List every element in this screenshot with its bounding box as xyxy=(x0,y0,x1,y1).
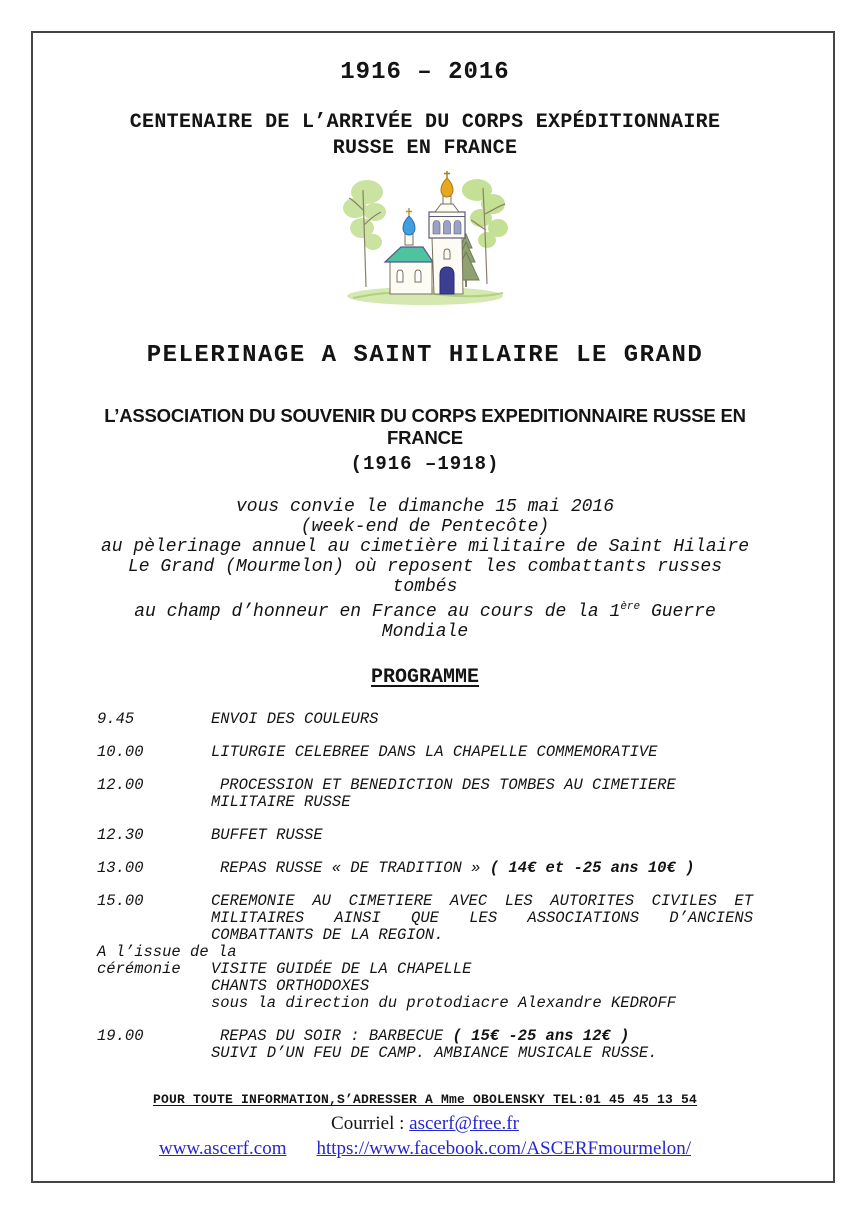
links-line xyxy=(97,1138,753,1160)
website-link[interactable]: www.ascerf.com xyxy=(158,1138,287,1159)
association-name: L’ASSOCIATION DU SOUVENIR DU CORPS EXPEDITIONNAIRE RUSSE EN FRANCE xyxy=(104,405,746,448)
programme-row xyxy=(97,711,753,728)
tower-window xyxy=(444,249,450,259)
illustration-container xyxy=(97,170,753,310)
centenary-line2: RUSSE EN FRANCE xyxy=(332,137,518,160)
programme-description: PROCESSION ET BENEDICTION DES TOMBES AU CIMETIERE MILITAIRE RUSSE xyxy=(211,776,676,811)
invitation-text xyxy=(97,497,753,642)
programme-list xyxy=(97,711,753,1062)
blue-dome xyxy=(403,216,415,235)
superscript-ere: ère xyxy=(620,601,641,613)
bell-tower xyxy=(429,171,465,294)
email-label: Courriel : xyxy=(331,1113,410,1134)
gold-dome xyxy=(441,178,453,197)
tower-door xyxy=(440,267,454,294)
programme-row xyxy=(97,944,753,1012)
programme-time: 10.00 xyxy=(97,743,144,761)
programme-time: 12.00 xyxy=(97,776,144,794)
chapel-illustration xyxy=(335,170,515,310)
price-text: ( 15€ -25 ans 12€ ) xyxy=(452,1027,630,1045)
programme-description: LITURGIE CELEBREE DANS LA CHAPELLE COMMEMORATIVE xyxy=(211,743,658,761)
invitation-line1: vous convie le dimanche 15 mai 2016 xyxy=(235,497,615,517)
invitation-line6: Mondiale xyxy=(381,622,469,642)
programme-row xyxy=(97,893,753,944)
left-tree xyxy=(343,180,386,287)
price-text: ( 14€ et -25 ans 10€ ) xyxy=(489,859,695,877)
programme-row xyxy=(97,827,753,844)
programme-row xyxy=(97,777,753,811)
centenary-title xyxy=(97,110,753,162)
gold-dome-cross xyxy=(444,171,450,178)
programme-row xyxy=(97,744,753,761)
document-page xyxy=(31,31,835,1183)
programme-time: 13.00 xyxy=(97,859,144,877)
programme-description: REPAS DU SOIR : BARBECUE ( 15€ -25 ans 12€ ) SUIVI D’UN FEU DE CAMP. AMBIANCE MUSICALE RUSSE. xyxy=(211,1027,658,1062)
facebook-link[interactable]: https://www.facebook.com/ASCERFmourmelon/ xyxy=(316,1138,692,1159)
blue-dome-cross xyxy=(406,208,412,216)
programme-description: ENVOI DES COULEURS xyxy=(211,710,379,728)
programme-description: BUFFET RUSSE xyxy=(211,826,323,844)
programme-time: 15.00 xyxy=(97,892,144,910)
centenary-line1: CENTENAIRE DE L’ARRIVÉE DU CORPS EXPÉDITIONNAIRE xyxy=(129,111,721,134)
programme-description: CEREMONIE AU CIMETIERE AVEC LES AUTORITES CIVILES ET MILITAIRES AINSI QUE LES ASSOCIATIONS D’ANCIENS COMBATTANTS DE LA REGION. xyxy=(211,892,753,944)
footer xyxy=(97,1092,753,1160)
email-line xyxy=(97,1113,753,1135)
programme-row xyxy=(97,860,753,877)
association-years: (1916 –1918) xyxy=(350,453,500,475)
programme-row xyxy=(97,1028,753,1062)
contact-info: POUR TOUTE INFORMATION,S’ADRESSER A Mme OBOLENSKY TEL:01 45 45 13 54 xyxy=(152,1092,698,1107)
years-title: 1916 – 2016 xyxy=(340,59,510,86)
programme-time: 19.00 xyxy=(97,1027,144,1045)
invitation-line2: (week-end de Pentecôte) xyxy=(300,517,550,537)
invitation-line5: au champ d’honneur en France au cours de la 1ère Guerre xyxy=(134,601,716,622)
chapel xyxy=(385,208,433,294)
programme-description: VISITE GUIDÉE DE LA CHAPELLE CHANTS ORTHODOXES sous la direction du protodiacre Alexandre KEDROFF xyxy=(211,960,677,1012)
programme-heading: PROGRAMME xyxy=(370,666,480,689)
programme-description: REPAS RUSSE « DE TRADITION » ( 14€ et -25 ans 10€ ) xyxy=(220,859,695,877)
invitation-line4: Le Grand (Mourmelon) où reposent les combattants russes tombés xyxy=(127,557,723,597)
email-link[interactable]: ascerf@free.fr xyxy=(409,1113,519,1134)
invitation-line3: au pèlerinage annuel au cimetière militaire de Saint Hilaire xyxy=(100,537,750,557)
programme-time: 9.45 xyxy=(97,710,135,728)
programme-time: 12.30 xyxy=(97,826,144,844)
page-title: PELERINAGE A SAINT HILAIRE LE GRAND xyxy=(146,342,704,369)
programme-time: A l’issue de la cérémonie xyxy=(97,943,237,978)
